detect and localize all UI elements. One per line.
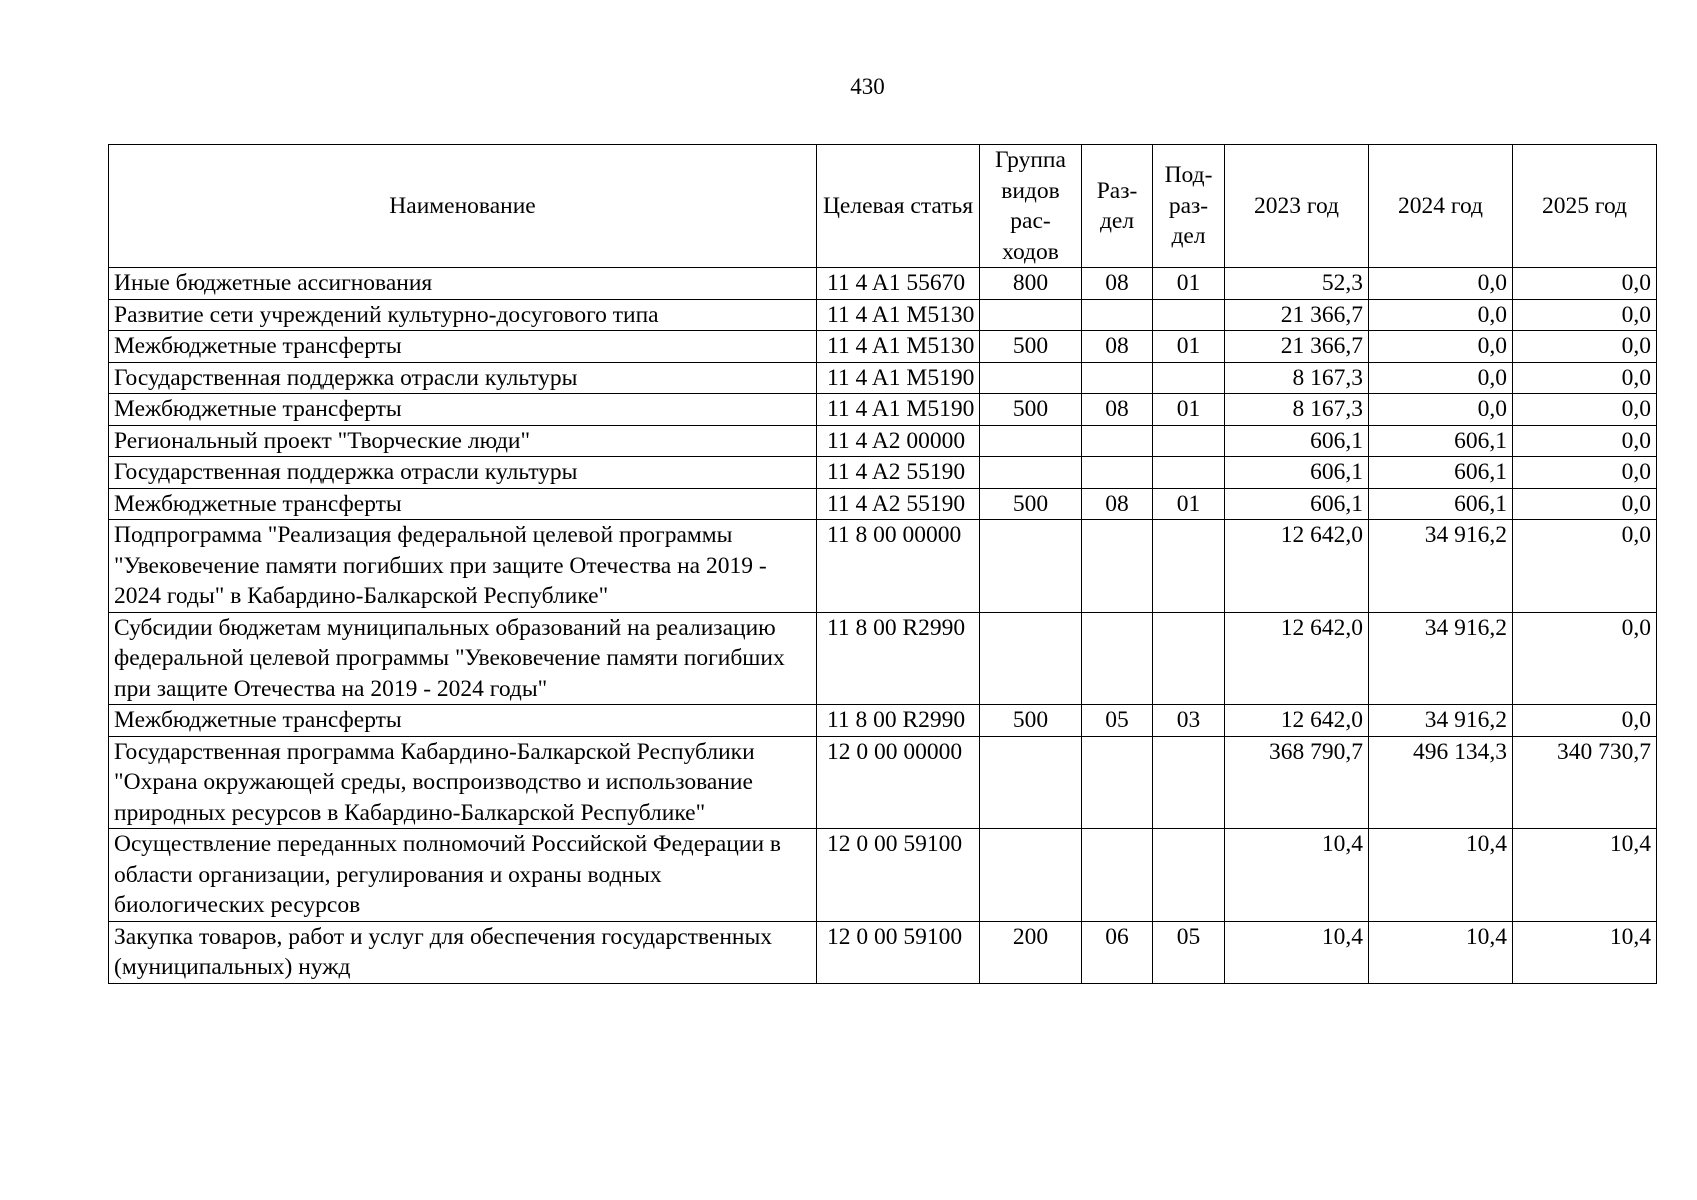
cell-2023: 12 642,0 (1225, 520, 1369, 613)
cell-expense-group (980, 457, 1082, 489)
header-2023: 2023 год (1225, 145, 1369, 268)
cell-subsection (1153, 425, 1225, 457)
cell-section (1082, 736, 1153, 829)
cell-expense-group (980, 362, 1082, 394)
cell-subsection: 01 (1153, 268, 1225, 300)
cell-2023: 368 790,7 (1225, 736, 1369, 829)
cell-2023: 8 167,3 (1225, 394, 1369, 426)
cell-target-article: 11 4 A2 55190 (817, 457, 980, 489)
cell-subsection: 05 (1153, 921, 1225, 983)
cell-name: Государственная поддержка отрасли культуры (109, 457, 817, 489)
budget-table (108, 144, 1657, 984)
cell-expense-group (980, 612, 1082, 705)
cell-expense-group: 500 (980, 394, 1082, 426)
cell-target-article: 11 4 A2 00000 (817, 425, 980, 457)
header-code: Целевая статья (817, 145, 980, 268)
table-row (109, 520, 1657, 613)
cell-2025: 0,0 (1513, 299, 1657, 331)
page-number: 430 (850, 74, 885, 99)
cell-2024: 34 916,2 (1369, 612, 1513, 705)
cell-section (1082, 520, 1153, 613)
cell-2023: 52,3 (1225, 268, 1369, 300)
cell-subsection (1153, 612, 1225, 705)
table-row (109, 736, 1657, 829)
cell-name: Развитие сети учреждений культурно-досугового типа (109, 299, 817, 331)
cell-subsection (1153, 736, 1225, 829)
table-body (109, 268, 1657, 984)
table-row (109, 829, 1657, 922)
cell-2025: 0,0 (1513, 520, 1657, 613)
cell-2025: 0,0 (1513, 362, 1657, 394)
cell-section (1082, 299, 1153, 331)
cell-section (1082, 829, 1153, 922)
cell-2024: 10,4 (1369, 829, 1513, 922)
cell-2025: 340 730,7 (1513, 736, 1657, 829)
cell-2023: 606,1 (1225, 457, 1369, 489)
cell-section (1082, 457, 1153, 489)
header-2025: 2025 год (1513, 145, 1657, 268)
cell-expense-group: 200 (980, 921, 1082, 983)
cell-expense-group (980, 736, 1082, 829)
cell-name: Межбюджетные трансферты (109, 705, 817, 737)
cell-expense-group (980, 829, 1082, 922)
cell-name: Межбюджетные трансферты (109, 394, 817, 426)
table-row (109, 921, 1657, 983)
cell-subsection (1153, 520, 1225, 613)
cell-section: 08 (1082, 394, 1153, 426)
cell-2023: 8 167,3 (1225, 362, 1369, 394)
cell-2024: 34 916,2 (1369, 705, 1513, 737)
cell-subsection: 01 (1153, 331, 1225, 363)
cell-target-article: 11 8 00 R2990 (817, 705, 980, 737)
cell-section: 06 (1082, 921, 1153, 983)
cell-2025: 0,0 (1513, 331, 1657, 363)
table-row (109, 394, 1657, 426)
cell-2023: 606,1 (1225, 425, 1369, 457)
header-section: Раз-дел (1082, 145, 1153, 268)
cell-expense-group: 800 (980, 268, 1082, 300)
table-row (109, 705, 1657, 737)
header-subsection: Под-раз-дел (1153, 145, 1225, 268)
cell-2024: 0,0 (1369, 394, 1513, 426)
cell-target-article: 12 0 00 59100 (817, 921, 980, 983)
cell-2025: 0,0 (1513, 425, 1657, 457)
cell-2024: 606,1 (1369, 425, 1513, 457)
cell-expense-group: 500 (980, 488, 1082, 520)
cell-expense-group: 500 (980, 331, 1082, 363)
cell-section: 05 (1082, 705, 1153, 737)
cell-2023: 12 642,0 (1225, 612, 1369, 705)
header-group: Группа видов рас-ходов (980, 145, 1082, 268)
cell-expense-group (980, 425, 1082, 457)
cell-target-article: 11 4 A1 M5190 (817, 394, 980, 426)
cell-subsection (1153, 362, 1225, 394)
cell-2025: 10,4 (1513, 829, 1657, 922)
cell-subsection: 03 (1153, 705, 1225, 737)
cell-2023: 12 642,0 (1225, 705, 1369, 737)
table-row (109, 362, 1657, 394)
cell-2024: 0,0 (1369, 268, 1513, 300)
cell-2025: 0,0 (1513, 268, 1657, 300)
cell-section: 08 (1082, 488, 1153, 520)
cell-2025: 0,0 (1513, 394, 1657, 426)
cell-target-article: 11 4 A1 M5130 (817, 331, 980, 363)
cell-subsection (1153, 829, 1225, 922)
cell-expense-group: 500 (980, 705, 1082, 737)
cell-expense-group (980, 299, 1082, 331)
cell-2023: 606,1 (1225, 488, 1369, 520)
cell-2023: 10,4 (1225, 829, 1369, 922)
cell-target-article: 11 4 A2 55190 (817, 488, 980, 520)
table-row (109, 299, 1657, 331)
header-name: Наименование (109, 145, 817, 268)
cell-2023: 10,4 (1225, 921, 1369, 983)
cell-section: 08 (1082, 331, 1153, 363)
cell-2024: 0,0 (1369, 331, 1513, 363)
table-row (109, 457, 1657, 489)
cell-2025: 0,0 (1513, 457, 1657, 489)
cell-target-article: 11 8 00 R2990 (817, 612, 980, 705)
cell-subsection (1153, 299, 1225, 331)
cell-name: Межбюджетные трансферты (109, 331, 817, 363)
cell-2024: 496 134,3 (1369, 736, 1513, 829)
table-row (109, 488, 1657, 520)
cell-target-article: 11 8 00 00000 (817, 520, 980, 613)
cell-2025: 0,0 (1513, 488, 1657, 520)
cell-name: Закупка товаров, работ и услуг для обеспечения государственных (муниципальных) нужд (109, 921, 817, 983)
cell-2024: 0,0 (1369, 299, 1513, 331)
cell-subsection (1153, 457, 1225, 489)
cell-section (1082, 425, 1153, 457)
cell-2025: 0,0 (1513, 705, 1657, 737)
cell-2024: 10,4 (1369, 921, 1513, 983)
cell-2023: 21 366,7 (1225, 331, 1369, 363)
cell-name: Осуществление переданных полномочий Российской Федерации в области организации, регулирования и охраны водных биологических ресурсов (109, 829, 817, 922)
cell-2023: 21 366,7 (1225, 299, 1369, 331)
cell-name: Региональный проект "Творческие люди" (109, 425, 817, 457)
cell-target-article: 12 0 00 00000 (817, 736, 980, 829)
cell-target-article: 12 0 00 59100 (817, 829, 980, 922)
cell-name: Иные бюджетные ассигнования (109, 268, 817, 300)
cell-section (1082, 362, 1153, 394)
cell-2025: 10,4 (1513, 921, 1657, 983)
cell-2024: 34 916,2 (1369, 520, 1513, 613)
header-2024: 2024 год (1369, 145, 1513, 268)
cell-2024: 606,1 (1369, 488, 1513, 520)
cell-subsection: 01 (1153, 488, 1225, 520)
table-row (109, 268, 1657, 300)
table-row (109, 425, 1657, 457)
cell-section (1082, 612, 1153, 705)
cell-name: Подпрограмма "Реализация федеральной целевой программы "Увековечение памяти погибших при защите Отечества на 2019 - 2024 годы" в Кабардино-Балкарской Республике" (109, 520, 817, 613)
cell-2024: 0,0 (1369, 362, 1513, 394)
header-row (109, 145, 1657, 268)
cell-section: 08 (1082, 268, 1153, 300)
cell-target-article: 11 4 A1 M5130 (817, 299, 980, 331)
cell-subsection: 01 (1153, 394, 1225, 426)
cell-name: Межбюджетные трансферты (109, 488, 817, 520)
table-row (109, 612, 1657, 705)
cell-2024: 606,1 (1369, 457, 1513, 489)
cell-target-article: 11 4 A1 M5190 (817, 362, 980, 394)
cell-target-article: 11 4 A1 55670 (817, 268, 980, 300)
table-row (109, 331, 1657, 363)
cell-2025: 0,0 (1513, 612, 1657, 705)
cell-expense-group (980, 520, 1082, 613)
cell-name: Государственная поддержка отрасли культуры (109, 362, 817, 394)
cell-name: Субсидии бюджетам муниципальных образований на реализацию федеральной целевой программы "Увековечение памяти погибших при защите Отечества на 2019 - 2024 годы" (109, 612, 817, 705)
cell-name: Государственная программа Кабардино-Балкарской Республики "Охрана окружающей среды, воспроизводство и использование природных ресурсов в Кабардино-Балкарской Республике" (109, 736, 817, 829)
